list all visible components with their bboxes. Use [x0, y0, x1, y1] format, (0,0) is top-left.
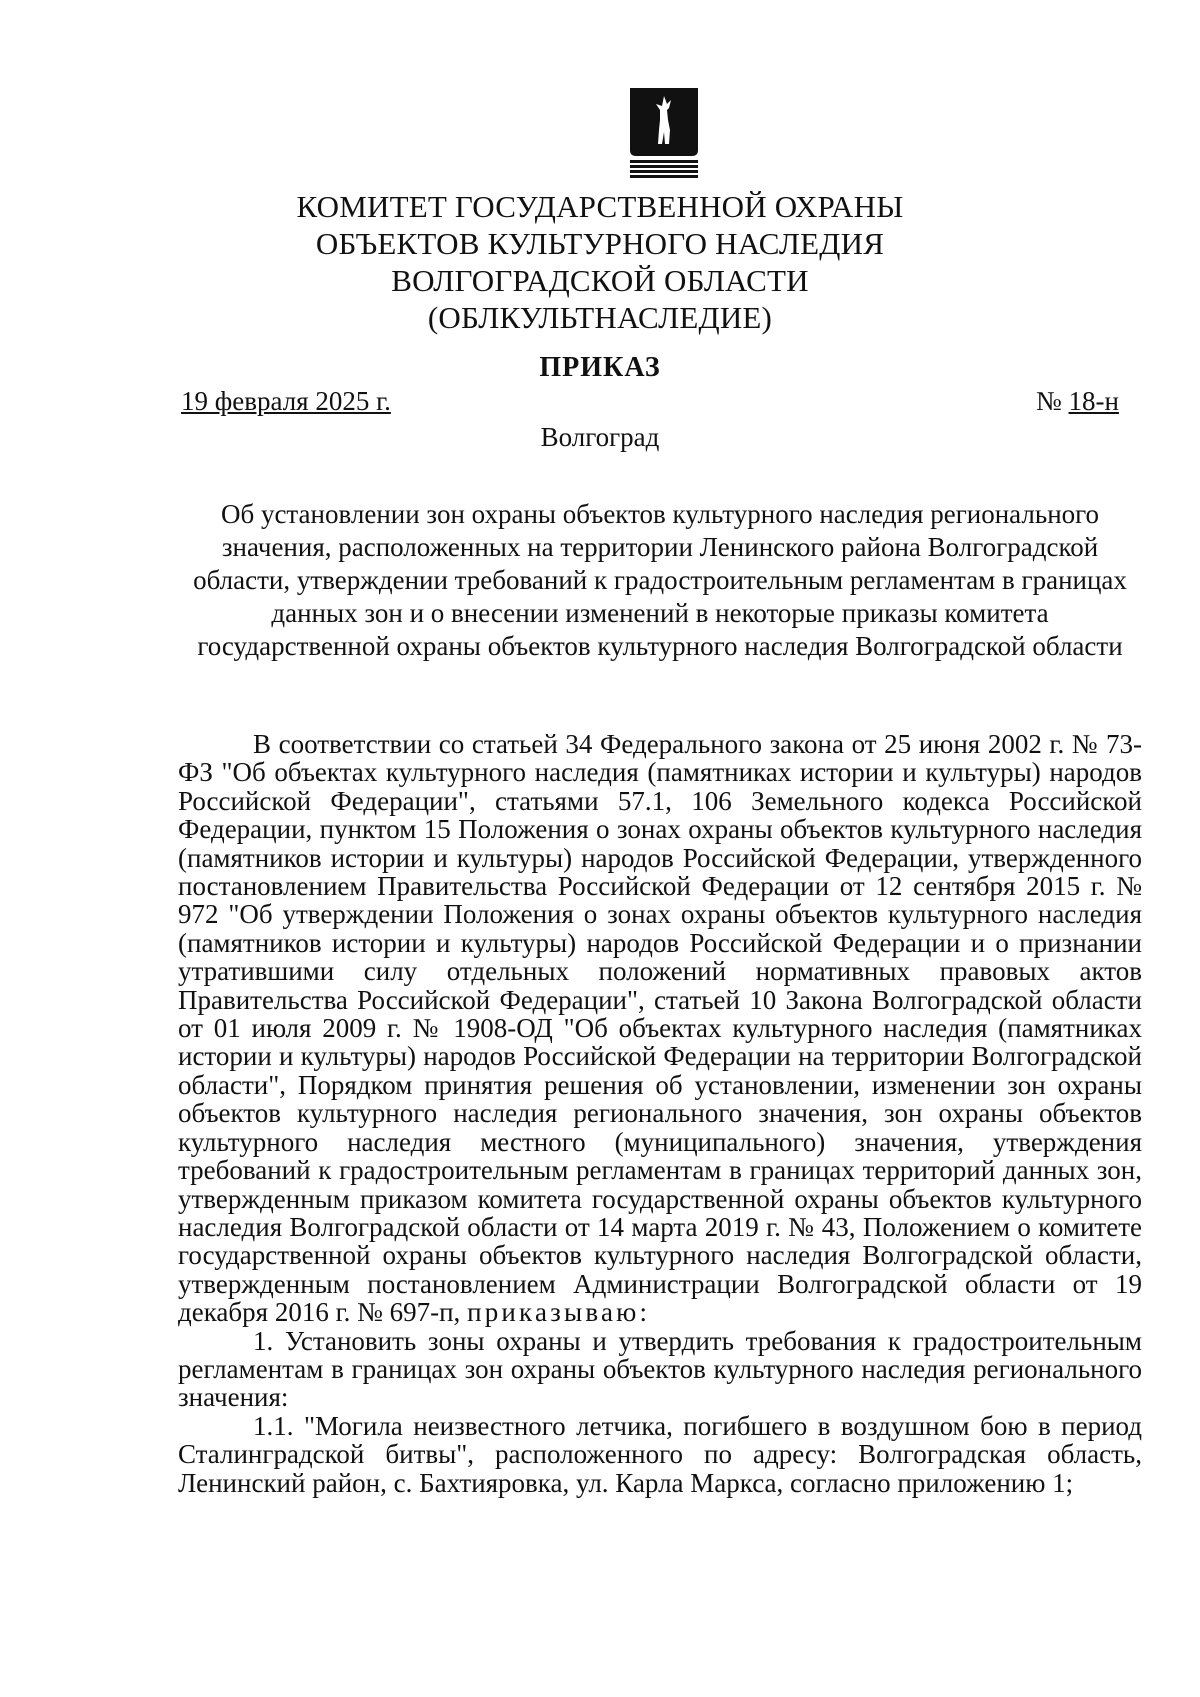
order-word: приказываю:	[467, 1297, 651, 1328]
volgograd-coat-of-arms-icon	[626, 86, 702, 182]
preamble-text: В соответствии со статьей 34 Федерального закона от 25 июня 2002 г. № 73-ФЗ "Об объектах культурного наследия (памятниках истории и культуры) народов Российской Федерации", статьями 57.1, 106 Земельного кодекса Российской Федерации, пунктом 15 Положения о зонах охраны объектов культурного наследия (памятников истории и культуры) народов Российской Федерации, утвержденного постановлением Правительства Российской Федерации от 12 сентября 2015 г. № 972 "Об утверждении Положения о зонах охраны объектов культурного наследия (памятников истории и культуры) народов Российской Федерации и о признании утратившими силу отдельных положений нормативных правовых актов Правительства Российской Федерации", статьей 10 Закона Волгоградской области от 01 июля 2009 г. № 1908-ОД "Об объектах культурного наследия (памятниках истории и культуры) народов Российской Федерации на территории Волгоградской области", Порядком принятия решения об установлении, изменении зон охраны объектов культурного наследия регионального значения, зон охраны объектов культурного наследия местного (муниципального) значения, утверждения требований к градостроительным регламентам в границах территорий данных зон, утвержденным приказом комитета государственной охраны объектов культурного наследия Волгоградской области от 14 марта 2019 г. № 43, Положением о комитете государственной охраны объектов культурного наследия Волгоградской области, утвержденным постановлением Администрации Волгоградской области от 19 декабря 2016 г. № 697-п,	[178, 729, 1142, 1328]
item-1: 1. Установить зоны охраны и утвердить требования к градостроительным регламентам в границах зон охраны объектов культурного наследия регионального значения:	[178, 1325, 1142, 1413]
order-title: ПРИКАЗ	[539, 352, 661, 383]
number-value: 18-н	[1068, 386, 1119, 416]
number-prefix: №	[1036, 386, 1062, 416]
order-date: 19 февраля 2025 г.	[181, 386, 391, 416]
org-line-1: КОМИТЕТ ГОСУДАРСТВЕННОЙ ОХРАНЫ	[296, 189, 904, 224]
organization-name	[0, 188, 1200, 336]
order-city: Волгоград	[540, 422, 660, 452]
org-line-4: (ОБЛКУЛЬТНАСЛЕДИЕ)	[427, 300, 773, 335]
order-subject: Об установлении зон охраны объектов культурного наследия регионального значения, расположенных на территории Ленинского района Волгоградской области, утверждении требований к градостроительным регламентам в границах данных зон и о внесении изменений в некоторые приказы комитета государственной охраны объектов культурного наследия Волгоградской области	[193, 499, 1127, 661]
org-line-2: ОБЪЕКТОВ КУЛЬТУРНОГО НАСЛЕДИЯ	[315, 226, 885, 261]
order-number	[1036, 386, 1119, 417]
preamble-paragraph	[178, 730, 1142, 1327]
org-line-3: ВОЛГОГРАДСКОЙ ОБЛАСТИ	[391, 263, 809, 298]
order-body	[178, 730, 1142, 1497]
item-1-1: 1.1. "Могила неизвестного летчика, погибшего в воздушном бою в период Сталинградской битвы", расположенного по адресу: Волгоградская область, Ленинский район, с. Бахтияровка, ул. Карла Маркса, согласно приложению 1;	[178, 1410, 1142, 1498]
